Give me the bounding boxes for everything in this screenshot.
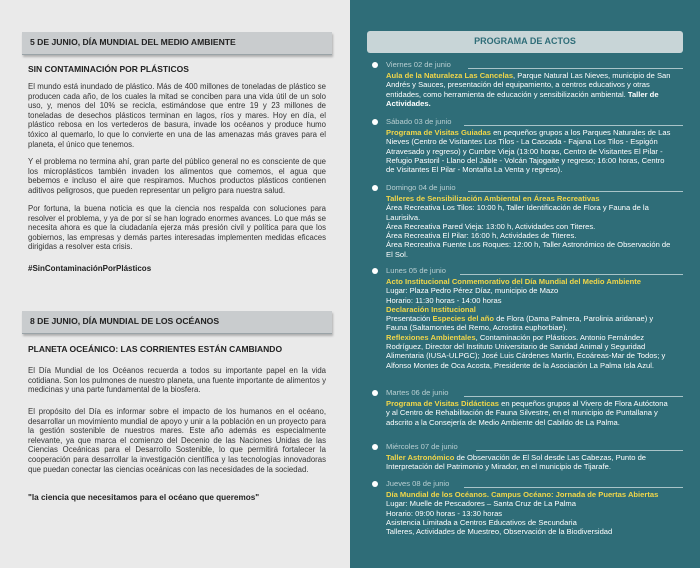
event-highlight: Acto Institucional Conmemorativo del Día Mundial del Medio Ambiente <box>386 277 641 286</box>
date-divider <box>464 396 683 397</box>
date-divider <box>460 274 683 275</box>
environment-day-title: 5 DE JUNIO, DÍA MUNDIAL DEL MEDIO AMBIENTE <box>30 37 236 47</box>
plastics-paragraph-1: El mundo está inundado de plástico. Más de 400 millones de toneladas de plástico se producen cada año, de los cuales la mitad se conciben para una vida útil de un solo uso, y, menos del 10% se recicla, estimándose que entre 19 y 23 millones de toneladas de desechos plásticos terminan en lagos, ríos y mares. Hoy en día, el plástico rebosa en los vertederos de basura, invade los océanos y produce humo tóxico al quemarlo, lo que lo convierte en una de las amenazas más graves para el planeta, el único que tenemos. <box>28 82 326 149</box>
event-highlight: Programa de Visitas Guiadas <box>386 128 491 137</box>
event-text: Asistencia Limitada a Centros Educativos de Secundaria <box>386 517 577 527</box>
timeline-dot <box>372 268 378 274</box>
event-text: Área Recreativa Fuente Los Roques: 12:00 h, Taller Astronómico de Observación de El Sol. <box>386 240 671 259</box>
plastics-hashtag: #SinContaminaciónPorPlásticos <box>28 264 152 273</box>
program-event <box>386 128 672 174</box>
program-event <box>386 71 672 108</box>
program-event <box>386 490 672 536</box>
event-text: en pequeños grupos a los Parques Naturales de Las Nieves (Centro de Visitantes Los Tilos - La Cascada - Fajana Los Tilos - Espigón Atravesado y regreso) y Cumbre Vieja (13:00 horas, Centro de Visitantes El Pilar - Refugio Pastoril - Llano del Jable - Volcán Tajogaite y regreso; 16:00 horas, Centro de Visitantes El Pilar - Montaña La Venta y regreso). <box>386 128 671 175</box>
timeline-dot <box>372 185 378 191</box>
oceans-day-banner <box>22 311 332 334</box>
event-highlight: Aula de la Naturaleza Las Cancelas <box>386 71 514 80</box>
event-text: , Contaminación por Plásticos. Antonio Fernández Rodríguez, Director del Instituto Universitario de Sanidad Animal y Seguridad Alimentaria (IUSA-ULPGC); José Luis Cárdenes Martín, Ecoáreas-Mar de Todos; y Alfonso Montes de Oca Acosta, Presidente de la Asociación La Palma Isla Azul. <box>386 332 666 370</box>
program-date: Domingo 04 de junio <box>386 183 456 192</box>
program-event <box>386 453 672 472</box>
date-divider <box>476 450 683 451</box>
plastics-paragraph-3: Por fortuna, la buena noticia es que la ciencia nos respalda con soluciones para resolver el problema, y ya de por sí se han logrado enormes avances. Lo que más se necesita ahora es que la ciudadanía ejerza más presión civil y política para que los gobiernos, las empresas y demás partes interesadas implementen medidas eficaces dirigidas a resolver esta crisis. <box>28 204 326 252</box>
program-event <box>386 277 672 370</box>
program-date: Jueves 08 de junio <box>386 479 450 488</box>
program-date: Sábado 03 de junio <box>386 117 452 126</box>
date-divider <box>468 68 683 69</box>
oceans-paragraph-2: El propósito del Día es informar sobre el impacto de los humanos en el océano, desarrollar un movimiento mundial de apoyo y unir a la población en un proyecto para la gestión sostenible de nuestros mares. Este año además es especialmente relevante, ya que marca el comienzo del Decenio de las Naciones Unidas de las Ciencias Oceánicas para el Desarrollo Sostenible, lo que permitirá fortalecer la cooperación para desarrollar la investigación científica y las tecnologías innovadoras que puedan conectar las ciencias oceánicas con las necesidades de la sociedad. <box>28 407 326 474</box>
program-date: Viernes 02 de junio <box>386 60 451 69</box>
timeline-dot <box>372 444 378 450</box>
program-event <box>386 399 672 427</box>
event-text: Área Recreativa Los Tilos: 10:00 h, Taller Identificación de Flora y Fauna de la Laurisilva. <box>386 203 649 222</box>
date-divider <box>464 487 683 488</box>
event-highlight: Reflexiones Ambientales <box>386 332 476 342</box>
event-text: en pequeños grupos al Vivero de Flora Autóctona y al Centro de Rehabilitación de Fauna Silvestre, en el municipio de Puntallana y adscrito a la Consejería de Medio Ambiente del Cabildo de La Palma. <box>386 399 668 427</box>
timeline-dot <box>372 119 378 125</box>
program-date: Lunes 05 de junio <box>386 266 446 275</box>
program-event <box>386 194 672 259</box>
event-text: Presentación <box>386 314 433 324</box>
timeline-dot <box>372 481 378 487</box>
event-text: Área Recreativa Pared Vieja: 13:00 h, Actividades con Titeres. <box>386 221 596 231</box>
event-text: Horario: 11:30 horas - 14:00 horas <box>386 295 502 305</box>
event-text: de Observación de El Sol desde Las Cabezas, Punto de Interpretación del Patrimonio y Mirador, en el municipio de Tijarafe. <box>386 453 647 472</box>
event-text: Área Recreativa El Pilar: 16:00 h, Actividades de Titeres. <box>386 231 577 241</box>
event-highlight: Taller de Actividades. <box>386 89 659 108</box>
timeline-dot <box>372 62 378 68</box>
event-text: Horario: 09:00 horas - 13:30 horas <box>386 508 503 518</box>
oceans-paragraph-1: El Día Mundial de los Océanos recuerda a todos su importante papel en la vida cotidiana. Son los pulmones de nuestro planeta, una fuente importante de alimentos y medicinas y una parte fundamental de la biosfera. <box>28 366 326 395</box>
plastics-paragraph-2: Y el problema no termina ahí, gran parte del público general no es consciente de que los microplásticos también invaden los alimentos que comemos, el agua que bebemos e incluso el aire que respiramos. Muchos productos plásticos contienen aditivos peligrosos, que pueden representar un peligro para nuestra salud. <box>28 157 326 195</box>
event-highlight: Declaración Institucional <box>386 304 476 314</box>
event-text: Talleres, Actividades de Muestreo, Observación de la Biodiversidad <box>386 527 613 537</box>
event-highlight: Talleres de Sensibilización Ambiental en Áreas Recreativas <box>386 194 600 203</box>
timeline-dot <box>372 390 378 396</box>
program-banner <box>367 31 683 53</box>
program-date: Martes 06 de junio <box>386 388 449 397</box>
event-text: , Parque Natural Las Nieves, municipio de San Andrés y Sauces, presentación del equipamiento, a centros educativos y otras entidades, como herramienta de educación y sensibilización ambiental. <box>386 71 671 99</box>
event-highlight: Taller Astronómico <box>386 453 455 462</box>
date-divider <box>468 191 683 192</box>
event-highlight: Día Mundial de los Océanos. Campus Océano: Jornada de Puertas Abiertas <box>386 490 659 499</box>
event-text: Lugar: Muelle de Pescadores – Santa Cruz de La Palma <box>386 499 576 509</box>
plastics-subtitle: SIN CONTAMINACIÓN POR PLÁSTICOS <box>28 64 189 74</box>
date-divider <box>464 125 683 126</box>
event-text: de Flora (Dama Palmera, Parolinia aridanae) y Fauna (Saltamontes del Remo, Acrostira euphorbiae). <box>386 314 654 333</box>
event-text: Lugar: Plaza Pedro Pérez Díaz, municipio de Mazo <box>386 286 559 296</box>
environment-day-banner <box>22 32 332 55</box>
program-date: Miércoles 07 de junio <box>386 442 458 451</box>
program-title: PROGRAMA DE ACTOS <box>474 36 576 46</box>
oceans-day-title: 8 DE JUNIO, DÍA MUNDIAL DE LOS OCÉANOS <box>30 316 220 326</box>
oceans-quote: "la ciencia que necesitamos para el océano que queremos" <box>28 493 260 502</box>
event-highlight: Programa de Visitas Didácticas <box>386 399 499 408</box>
event-highlight: Especies del año <box>432 314 495 324</box>
oceans-subtitle: PLANETA OCEÁNICO: LAS CORRIENTES ESTÁN CAMBIANDO <box>28 344 283 354</box>
